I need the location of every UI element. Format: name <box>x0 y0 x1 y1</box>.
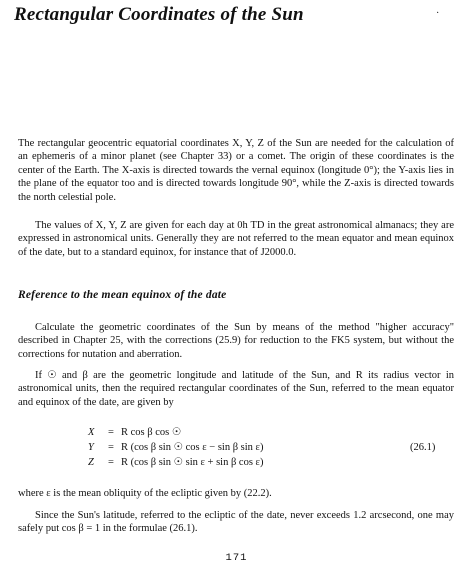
chapter-title: Rectangular Coordinates of the Sun <box>14 4 304 25</box>
equals-sign: = <box>108 457 114 468</box>
equation-row-y <box>88 440 448 455</box>
equation-number: (26.1) <box>410 442 436 453</box>
equation-lhs: X <box>88 427 95 438</box>
page-number: 171 <box>225 552 248 564</box>
equals-sign: = <box>108 427 114 438</box>
equation-lhs: Z <box>88 457 94 468</box>
equals-sign: = <box>108 442 114 453</box>
paragraph-almanac-values: The values of X, Y, Z are given for each day at 0h TD in the great astronomical almanacs; they are expressed in astronomical units. Generally they are not referred to the mean equator and mean equinox of the date, but to a standard equinox, for instance that of J2000.0. <box>18 220 454 258</box>
paragraph-latitude-note: Since the Sun's latitude, referred to the ecliptic of the date, never exceeds 1.2 arcsecond, one may safely put cos β = 1 in the formulae (26.1). <box>18 510 454 535</box>
equation-rhs: R (cos β sin ☉ sin ε + sin β cos ε) <box>121 457 264 468</box>
equation-row-z <box>88 455 448 470</box>
paragraph-geometric-coordinates: Calculate the geometric coordinates of the Sun by means of the method "higher accuracy" described in Chapter 25, with the corrections (25.9) for reduction to the FK5 system, but without the corrections for nutation and aberration. <box>18 322 454 360</box>
paragraph-obliquity: where ε is the mean obliquity of the ecliptic given by (22.2). <box>18 488 272 499</box>
section-heading: Reference to the mean equinox of the date <box>18 289 227 301</box>
equation-lhs: Y <box>88 442 94 453</box>
equation-rhs: R (cos β sin ☉ cos ε − sin β sin ε) <box>121 442 264 453</box>
equation-block-26-1 <box>88 425 448 470</box>
equation-rhs: R cos β cos ☉ <box>121 427 182 438</box>
corner-mark: · <box>436 8 440 19</box>
paragraph-coordinates-definition: The rectangular geocentric equatorial coordinates X, Y, Z of the Sun are needed for the calculation of an ephemeris of a minor planet (see Chapter 33) or a comet. The origin of these coordinates is the center of the Earth. The X-axis is directed towards the vernal equinox (longitude 0°); the Y-axis lies in the plane of the equator too and is directed towards longitude 90°, while the Z-axis is directed towards the north celestial pole. <box>18 138 454 203</box>
equation-row-x <box>88 425 448 440</box>
paragraph-longitude-latitude: If ☉ and β are the geometric longitude and latitude of the Sun, and R its radius vector in astronomical units, then the required rectangular coordinates of the Sun, referred to the mean equator and equinox of the date, are given by <box>18 370 454 408</box>
